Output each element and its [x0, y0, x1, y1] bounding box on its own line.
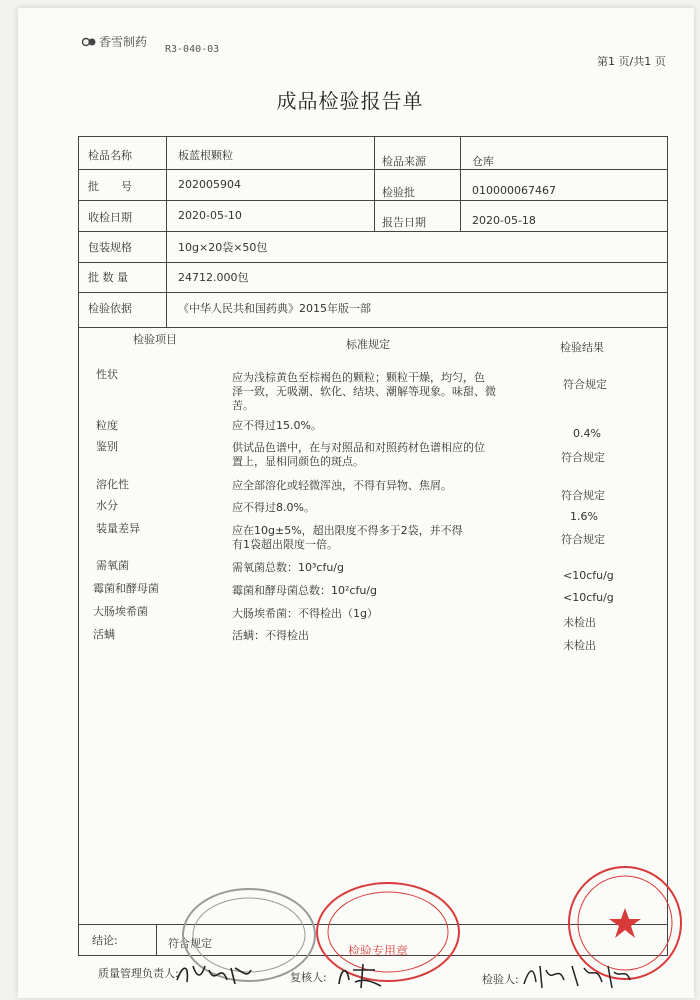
- conclusion-value: 符合规定: [168, 937, 212, 950]
- test-item-name: 大肠埃希菌: [93, 605, 148, 618]
- test-item-name: 粒度: [96, 419, 118, 432]
- test-item-result: <10cfu/g: [563, 569, 614, 582]
- source-label: 检品来源: [382, 155, 426, 168]
- product-name-label: 检品名称: [88, 149, 132, 162]
- test-item-result: <10cfu/g: [563, 591, 614, 604]
- quantity-value: 24712.000包: [178, 271, 249, 284]
- qa-manager-signature: [175, 958, 255, 993]
- test-item-standard: [232, 419, 322, 433]
- column-divider: [156, 924, 157, 956]
- standard-line: 大肠埃希菌：不得检出（1g）: [232, 607, 378, 620]
- test-item-result: 符合规定: [561, 533, 605, 546]
- test-item-result: 未检出: [563, 616, 596, 629]
- inspection-batch-label: 检验批: [382, 186, 415, 199]
- page-info: 第1 页/共1 页: [597, 55, 666, 68]
- test-item-standard: [232, 584, 377, 598]
- standard-line: 应不得过8.0%。: [232, 501, 315, 514]
- standard-line: 泽一致，无吸潮、软化、结块、潮解等现象。味甜、微: [232, 385, 496, 398]
- standard-line: 置上，显相同颜色的斑点。: [232, 455, 364, 468]
- test-item-result: 未检出: [563, 639, 596, 652]
- standard-line: 应为浅棕黄色至棕褐色的颗粒；颗粒干燥，均匀，色: [232, 371, 485, 384]
- test-item-name: 溶化性: [96, 478, 129, 491]
- standard-line: 需氧菌总数：10³cfu/g: [232, 561, 344, 574]
- test-item-standard: [232, 524, 463, 552]
- conclusion-label: 结论:: [92, 934, 118, 947]
- batch-label: 批 号: [88, 180, 132, 193]
- standard-line: 应在10g±5%，超出限度不得多于2袋，并不得: [232, 524, 463, 537]
- column-header-result: 检验结果: [560, 341, 604, 354]
- inspector-signature: [522, 960, 632, 997]
- test-item-standard: [232, 479, 452, 493]
- standard-line: 有1袋超出限度一倍。: [232, 538, 338, 551]
- page-title: 成品检验报告单: [276, 89, 424, 113]
- basis-value: 《中华人民共和国药典》2015年版一部: [178, 302, 371, 315]
- test-item-standard: [232, 371, 496, 413]
- test-item-result: 符合规定: [561, 489, 605, 502]
- reviewer-signature: [335, 960, 385, 995]
- test-item-name: 需氧菌: [96, 559, 129, 572]
- test-item-name: 性状: [96, 368, 118, 381]
- receive-date-value: 2020-05-10: [178, 209, 242, 222]
- report-date-label: 报告日期: [382, 216, 426, 229]
- receive-date-label: 收检日期: [88, 211, 132, 224]
- handwritten-signature: [522, 960, 632, 992]
- test-item-name: 霉菌和酵母菌: [93, 582, 159, 595]
- product-name-value: 板蓝根颗粒: [178, 149, 233, 162]
- inspector-label: 检验人:: [482, 973, 519, 986]
- quantity-label: 批 数 量: [88, 271, 128, 284]
- inspection-seal-label: 检验专用章: [348, 944, 409, 958]
- company-logo: [82, 33, 147, 50]
- test-item-standard: [232, 607, 378, 621]
- column-divider: [460, 136, 461, 231]
- standard-line: 活螨：不得检出: [232, 629, 309, 642]
- test-item-result: 1.6%: [570, 510, 598, 523]
- reviewer-label: 复核人:: [290, 971, 327, 984]
- report-date-value: 2020-05-18: [472, 214, 536, 227]
- test-item-standard: [232, 561, 344, 575]
- package-label: 包装规格: [88, 241, 132, 254]
- standard-line: 应全部溶化或轻微浑浊，不得有异物、焦屑。: [232, 479, 452, 492]
- qa-manager-label: 质量管理负责人:: [98, 967, 179, 980]
- column-header-item: 检验项目: [133, 333, 177, 346]
- column-header-standard: 标准规定: [346, 338, 390, 351]
- test-item-result: 0.4%: [573, 427, 601, 440]
- test-item-name: 水分: [96, 499, 118, 512]
- standard-line: 供试品色谱中，在与对照品和对照药材色谱相应的位: [232, 441, 485, 454]
- logo-text: 香雪制药: [99, 35, 148, 49]
- test-item-name: 活螨: [93, 628, 115, 641]
- inspection-batch-value: 010000067467: [472, 184, 556, 197]
- standard-line: 霉菌和酵母菌总数：10²cfu/g: [232, 584, 377, 597]
- test-item-standard: [232, 441, 485, 469]
- test-item-result: 符合规定: [561, 451, 605, 464]
- handwritten-signature: [335, 960, 385, 990]
- basis-label: 检验依据: [88, 302, 132, 315]
- standard-line: 应不得过15.0%。: [232, 419, 322, 432]
- test-item-name: 装量差异: [96, 522, 140, 535]
- test-item-result: 符合规定: [563, 378, 607, 391]
- batch-value: 202005904: [178, 178, 241, 191]
- row-divider: [78, 327, 668, 328]
- package-value: 10g×20袋×50包: [178, 241, 268, 254]
- document-number: R3-040-03: [165, 44, 220, 55]
- handwritten-signature: [175, 958, 255, 988]
- source-value: 仓库: [472, 155, 494, 168]
- logo-icon: [82, 36, 96, 48]
- column-divider: [374, 136, 375, 231]
- standard-line: 苦。: [232, 399, 254, 412]
- column-divider: [166, 136, 167, 327]
- test-item-name: 鉴别: [96, 440, 118, 453]
- test-item-standard: [232, 501, 315, 515]
- test-item-standard: [232, 629, 309, 643]
